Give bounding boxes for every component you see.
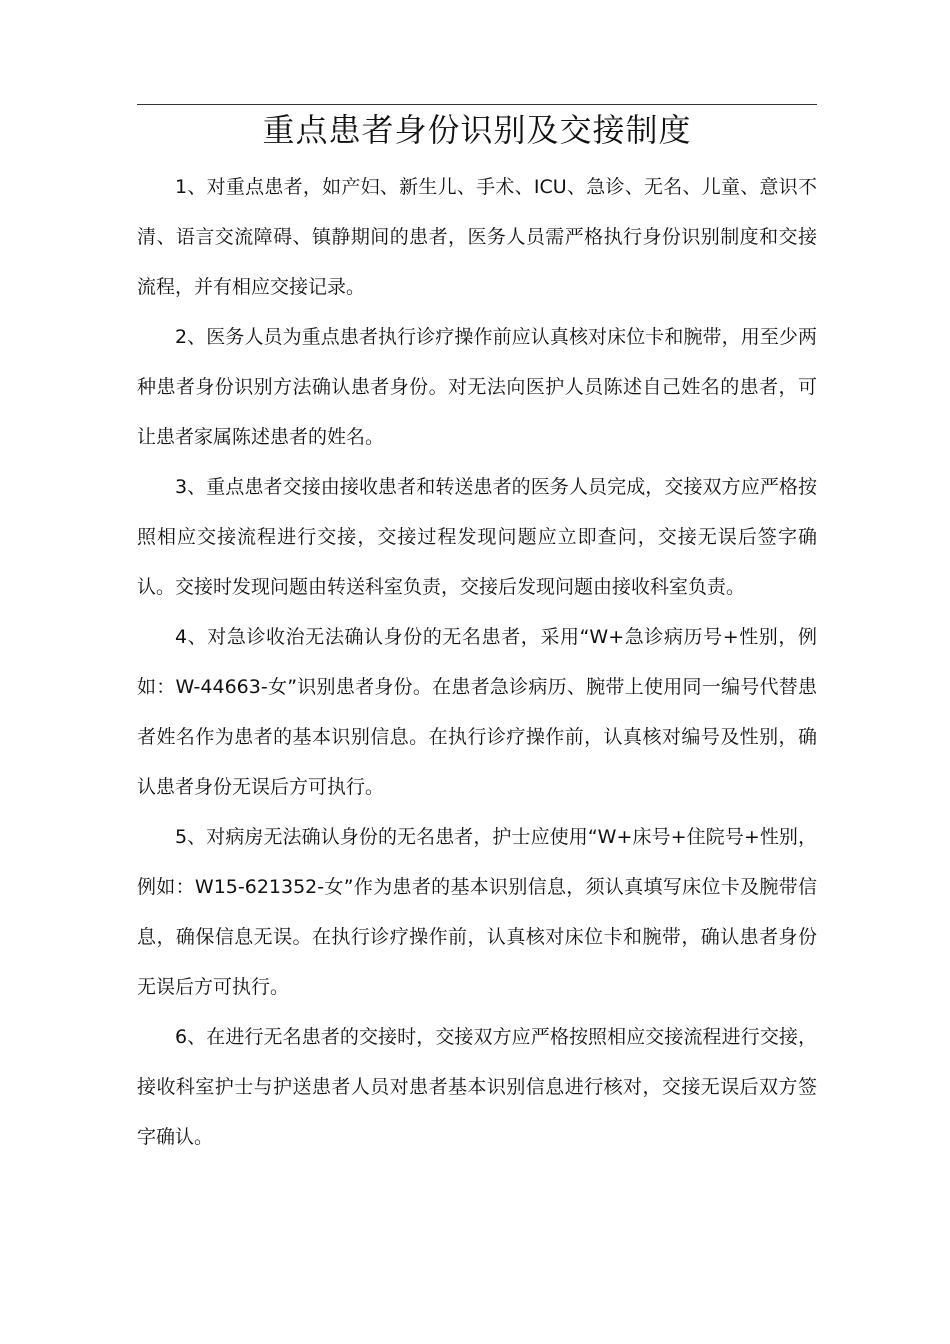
document-title: 重点患者身份识别及交接制度 [262,111,692,149]
paragraph-4: 4、对急诊收治无法确认身份的无名患者，采用“W+急诊病历号+性别，例如：W-44663-女”识别患者身份。在患者急诊病历、腕带上使用同一编号代替患者姓名作为患者的基本识别信息。在执行诊疗操作前，认真核对编号及性别，确认患者身份无误后方可执行。 [137,626,817,798]
paragraph-1: 1、对重点患者，如产妇、新生儿、手术、ICU、急诊、无名、儿童、意识不清、语言交流障碍、镇静期间的患者，医务人员需严格执行身份识别制度和交接流程，并有相应交接记录。 [137,176,817,298]
header-rule [137,104,817,105]
paragraph-3: 3、重点患者交接由接收患者和转送患者的医务人员完成，交接双方应严格按照相应交接流程进行交接，交接过程发现问题应立即查问，交接无误后签字确认。交接时发现问题由转送科室负责，交接后发现问题由接收科室负责。 [137,476,817,598]
paragraph-2: 2、医务人员为重点患者执行诊疗操作前应认真核对床位卡和腕带，用至少两种患者身份识别方法确认患者身份。对无法向医护人员陈述自己姓名的患者，可让患者家属陈述患者的姓名。 [137,326,817,448]
document-body [137,162,817,1162]
paragraph-5: 5、对病房无法确认身份的无名患者，护士应使用“W+床号+住院号+性别，例如：W15-621352-女”作为患者的基本识别信息，须认真填写床位卡及腕带信息，确保信息无误。在执行诊疗操作前，认真核对床位卡和腕带，确认患者身份无误后方可执行。 [137,826,817,998]
paragraph-6: 6、在进行无名患者的交接时，交接双方应严格按照相应交接流程进行交接，接收科室护士与护送患者人员对患者基本识别信息进行核对，交接无误后双方签字确认。 [137,1026,817,1148]
